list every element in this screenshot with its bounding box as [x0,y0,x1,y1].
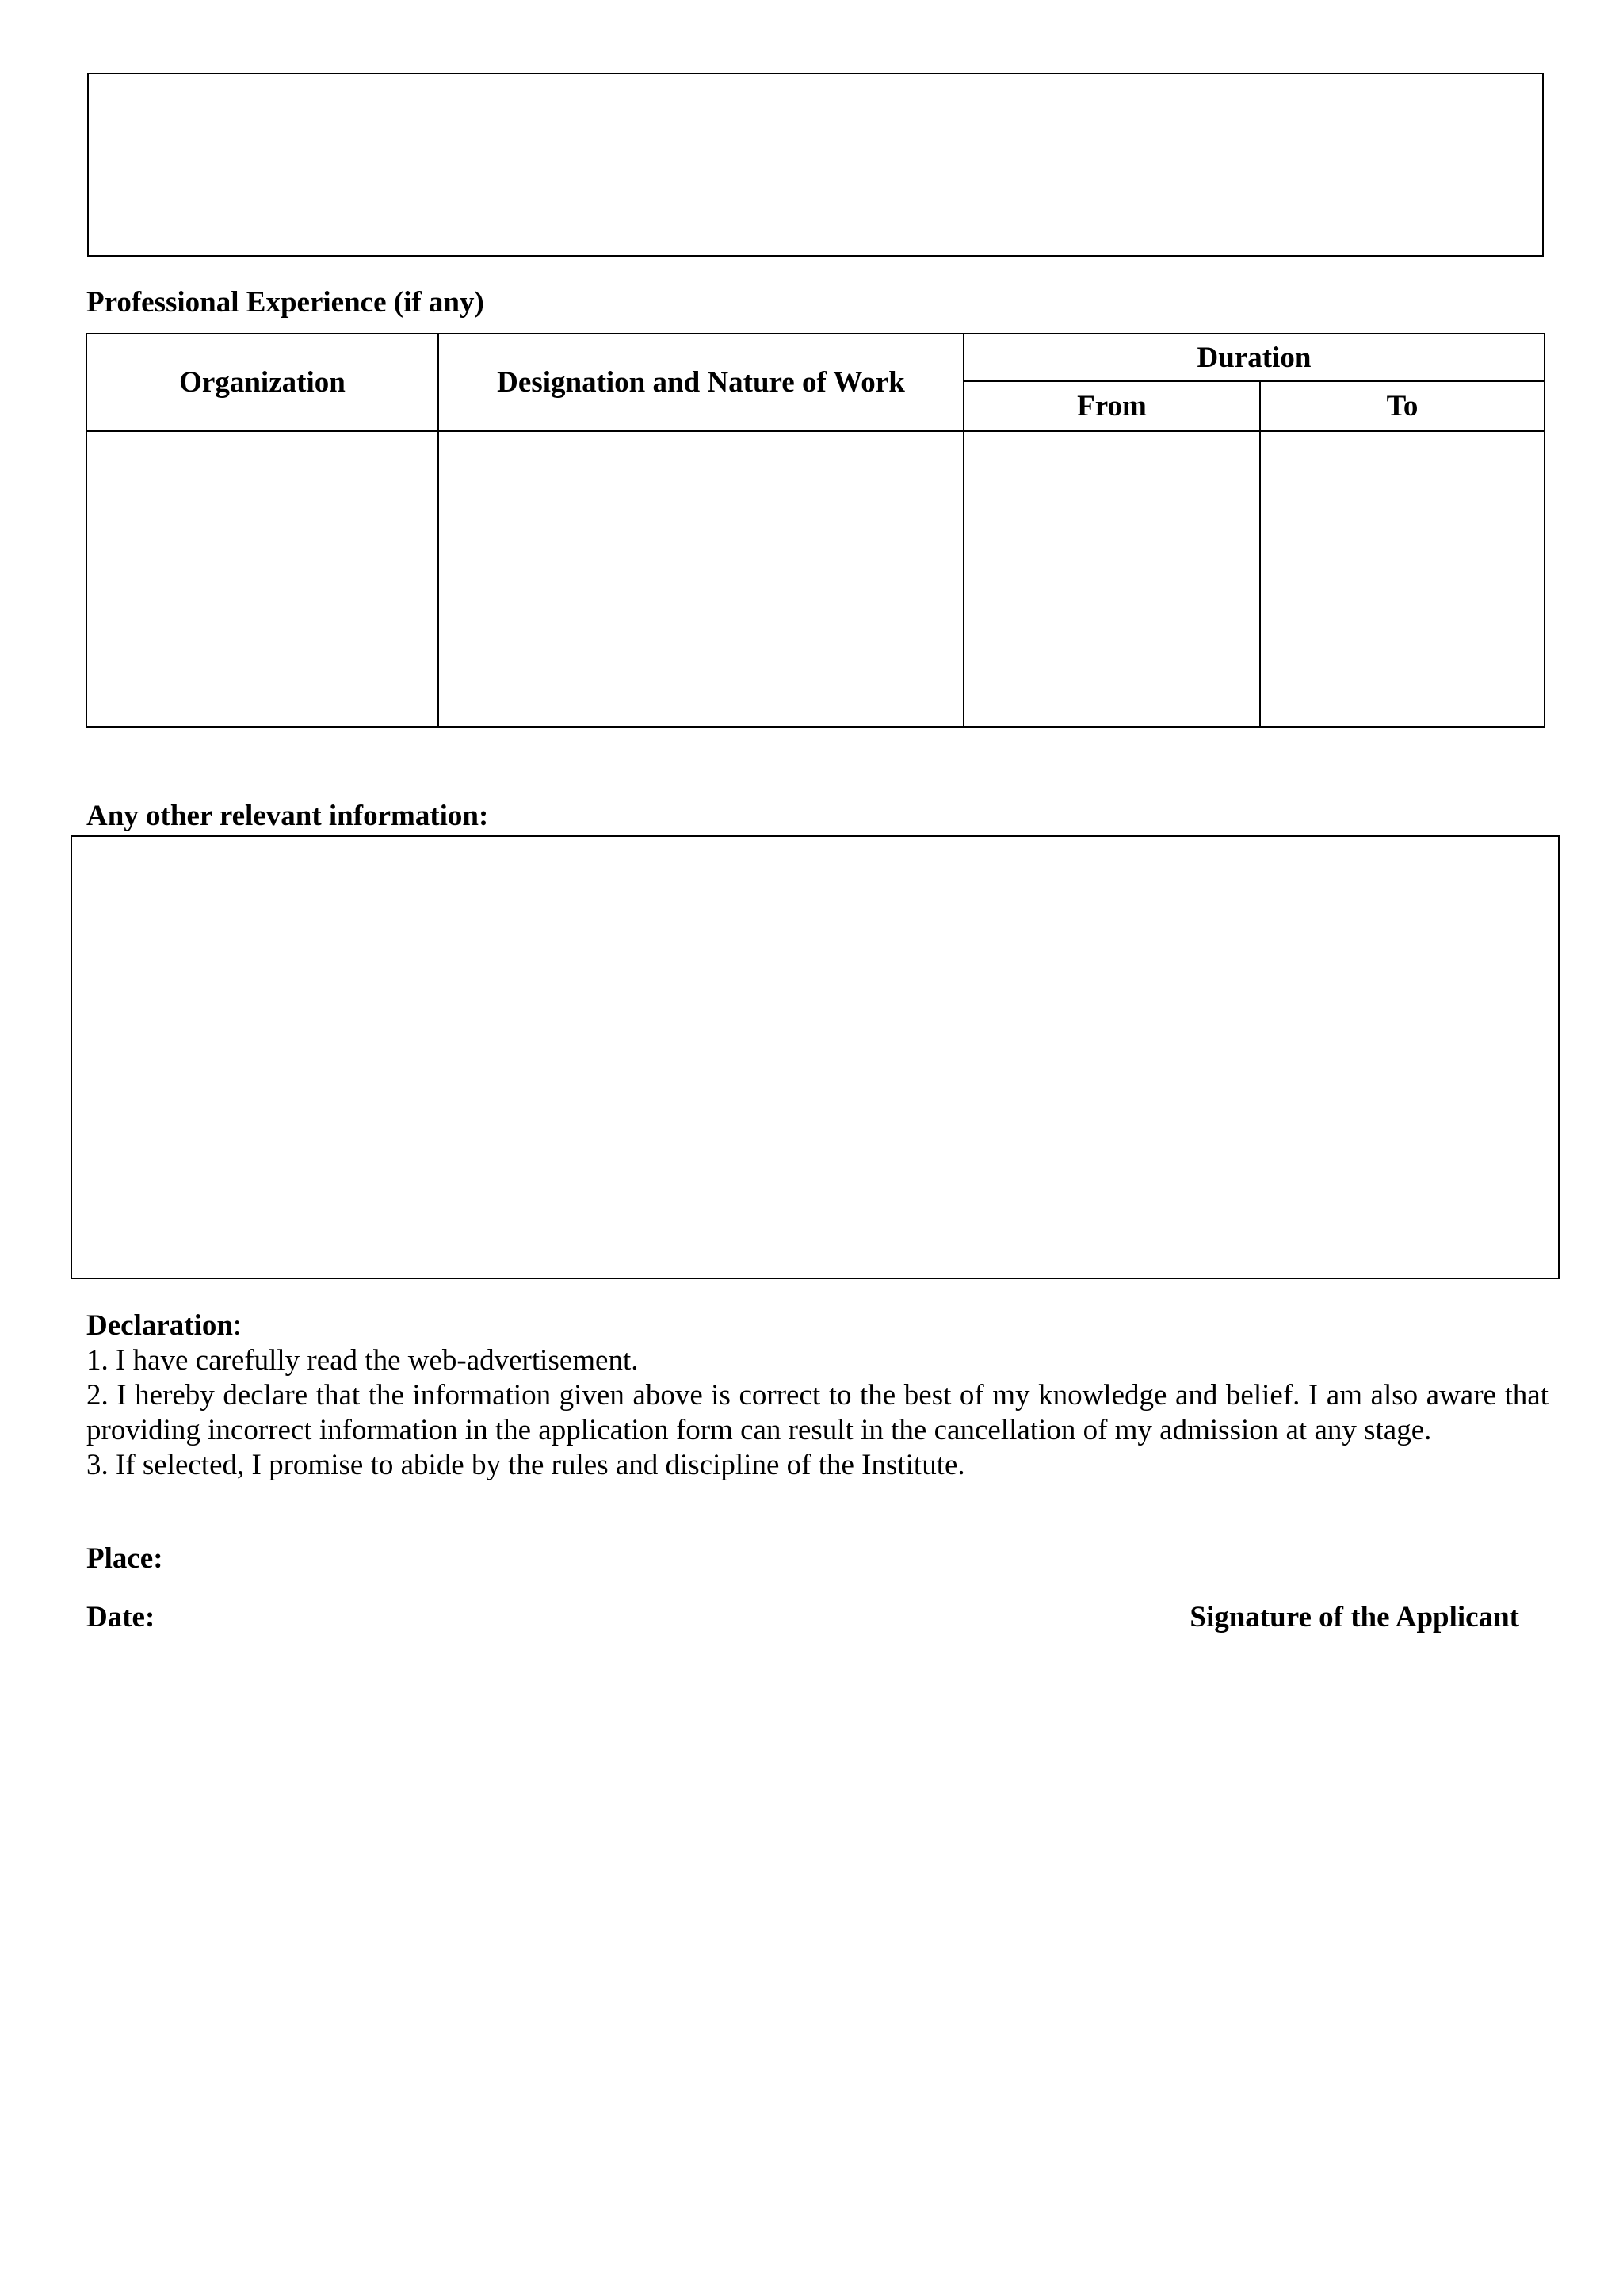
organization-column-header: Organization [86,334,438,431]
declaration-colon: : [232,1309,242,1342]
other-information-heading: Any other relevant information: [86,800,489,832]
other-information-textbox[interactable] [71,835,1560,1279]
professional-experience-heading: Professional Experience (if any) [86,286,484,319]
from-column-header: From [964,381,1260,431]
table-row [86,431,1545,727]
declaration-item: 2. I hereby declare that the information given above is correct to the best of my knowledge and belief. I am also aware that providing incorrect information in the application form can result in the cancellation of my admission at any stage. [86,1379,1549,1446]
to-date-cell[interactable] [1260,431,1545,727]
professional-experience-table [86,333,1545,728]
designation-column-header: Designation and Nature of Work [438,334,964,431]
duration-column-header: Duration [964,334,1545,381]
declaration-item: 1. I have carefully read the web-advertisement. [86,1344,639,1377]
from-date-cell[interactable] [964,431,1260,727]
place-label: Place: [86,1542,163,1575]
declaration-item: 3. If selected, I promise to abide by the rules and discipline of the Institute. [86,1449,965,1481]
previous-section-textbox[interactable] [87,73,1544,257]
organization-cell[interactable] [86,431,438,727]
to-column-header: To [1260,381,1545,431]
date-label: Date: [86,1601,155,1633]
declaration-title: Declaration [86,1309,233,1342]
declaration-title-line [86,1308,1549,1343]
declaration-section [86,1308,1549,1483]
designation-cell[interactable] [438,431,964,727]
signature-label: Signature of the Applicant [1190,1601,1519,1633]
